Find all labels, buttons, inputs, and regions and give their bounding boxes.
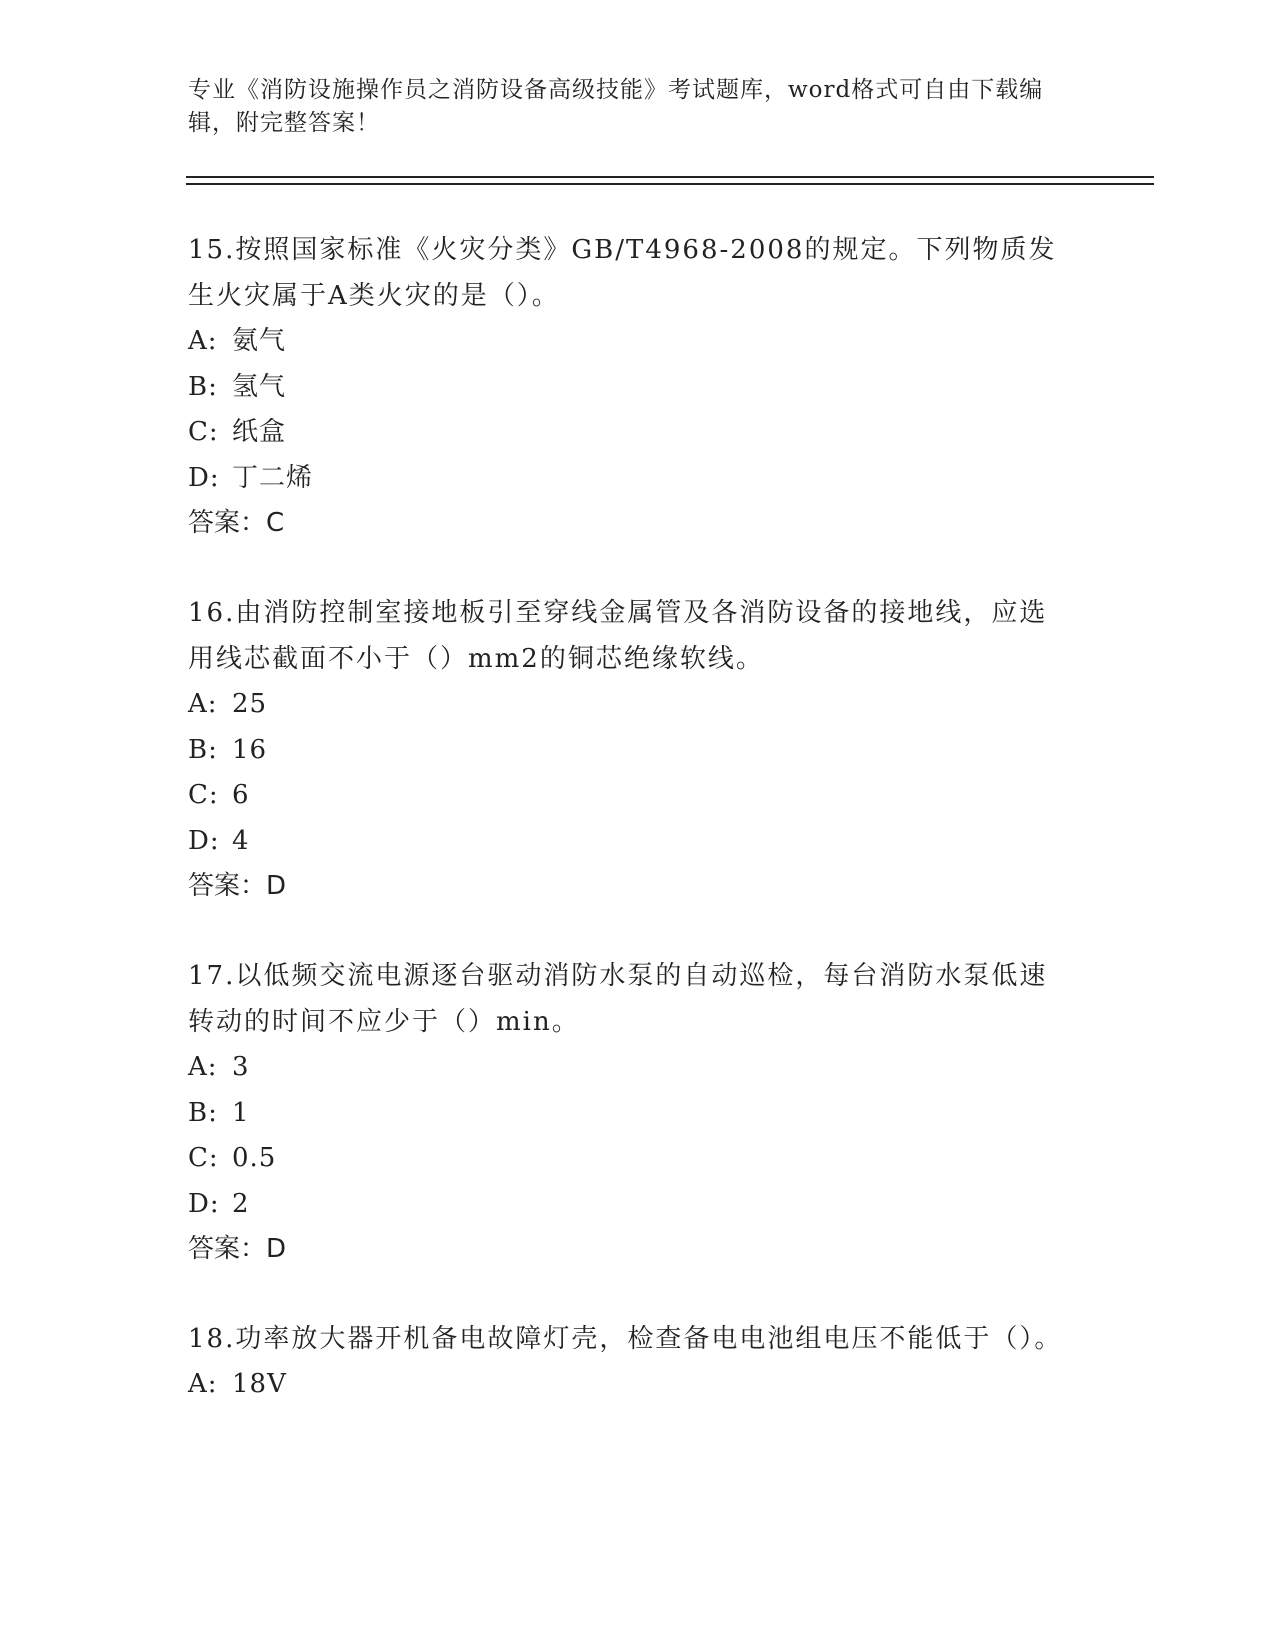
option-d: D: 丁二烯 (188, 462, 314, 493)
option-a: A: 氨气 (188, 326, 287, 356)
question-17 (188, 953, 1068, 1273)
option-d: D: 2 (188, 1188, 250, 1219)
option-c: C: 纸盒 (188, 417, 287, 447)
question-stem: 18.功率放大器开机备电故障灯壳，检查备电电池组电压不能低于（）。 (188, 1324, 1063, 1354)
answer-label: 答案：C (188, 508, 285, 538)
question-16 (188, 590, 1068, 910)
option-d: D: 4 (188, 825, 250, 856)
option-a: A: 3 (188, 1052, 250, 1082)
answer-label: 答案：D (188, 871, 287, 901)
header-divider-top (186, 176, 1154, 178)
option-b: B: 1 (188, 1097, 250, 1128)
question-stem: 15.按照国家标准《火灾分类》GB/T4968-2008的规定。下列物质发生火灾属于A类火灾的是（）。 (188, 235, 1057, 311)
question-stem: 17.以低频交流电源逐台驱动消防水泵的自动巡检，每台消防水泵低速转动的时间不应少于（）min。 (188, 961, 1048, 1037)
option-b: B: 16 (188, 734, 268, 765)
option-a: A: 18V (188, 1369, 287, 1399)
document-intro: 专业《消防设施操作员之消防设备高级技能》考试题库，word格式可自由下载编辑，附完整答案！ (188, 77, 1044, 136)
option-c: C: 0.5 (188, 1143, 277, 1173)
question-15 (188, 227, 1068, 547)
answer-label: 答案：D (188, 1234, 287, 1264)
option-c: C: 6 (188, 780, 250, 810)
question-stem: 16.由消防控制室接地板引至穿线金属管及各消防设备的接地线，应选用线芯截面不小于（）mm2的铜芯绝缘软线。 (188, 598, 1048, 674)
option-b: B: 氢气 (188, 371, 287, 402)
question-18 (188, 1316, 1068, 1408)
option-a: A: 25 (188, 689, 268, 719)
header-divider-bottom (186, 183, 1154, 185)
